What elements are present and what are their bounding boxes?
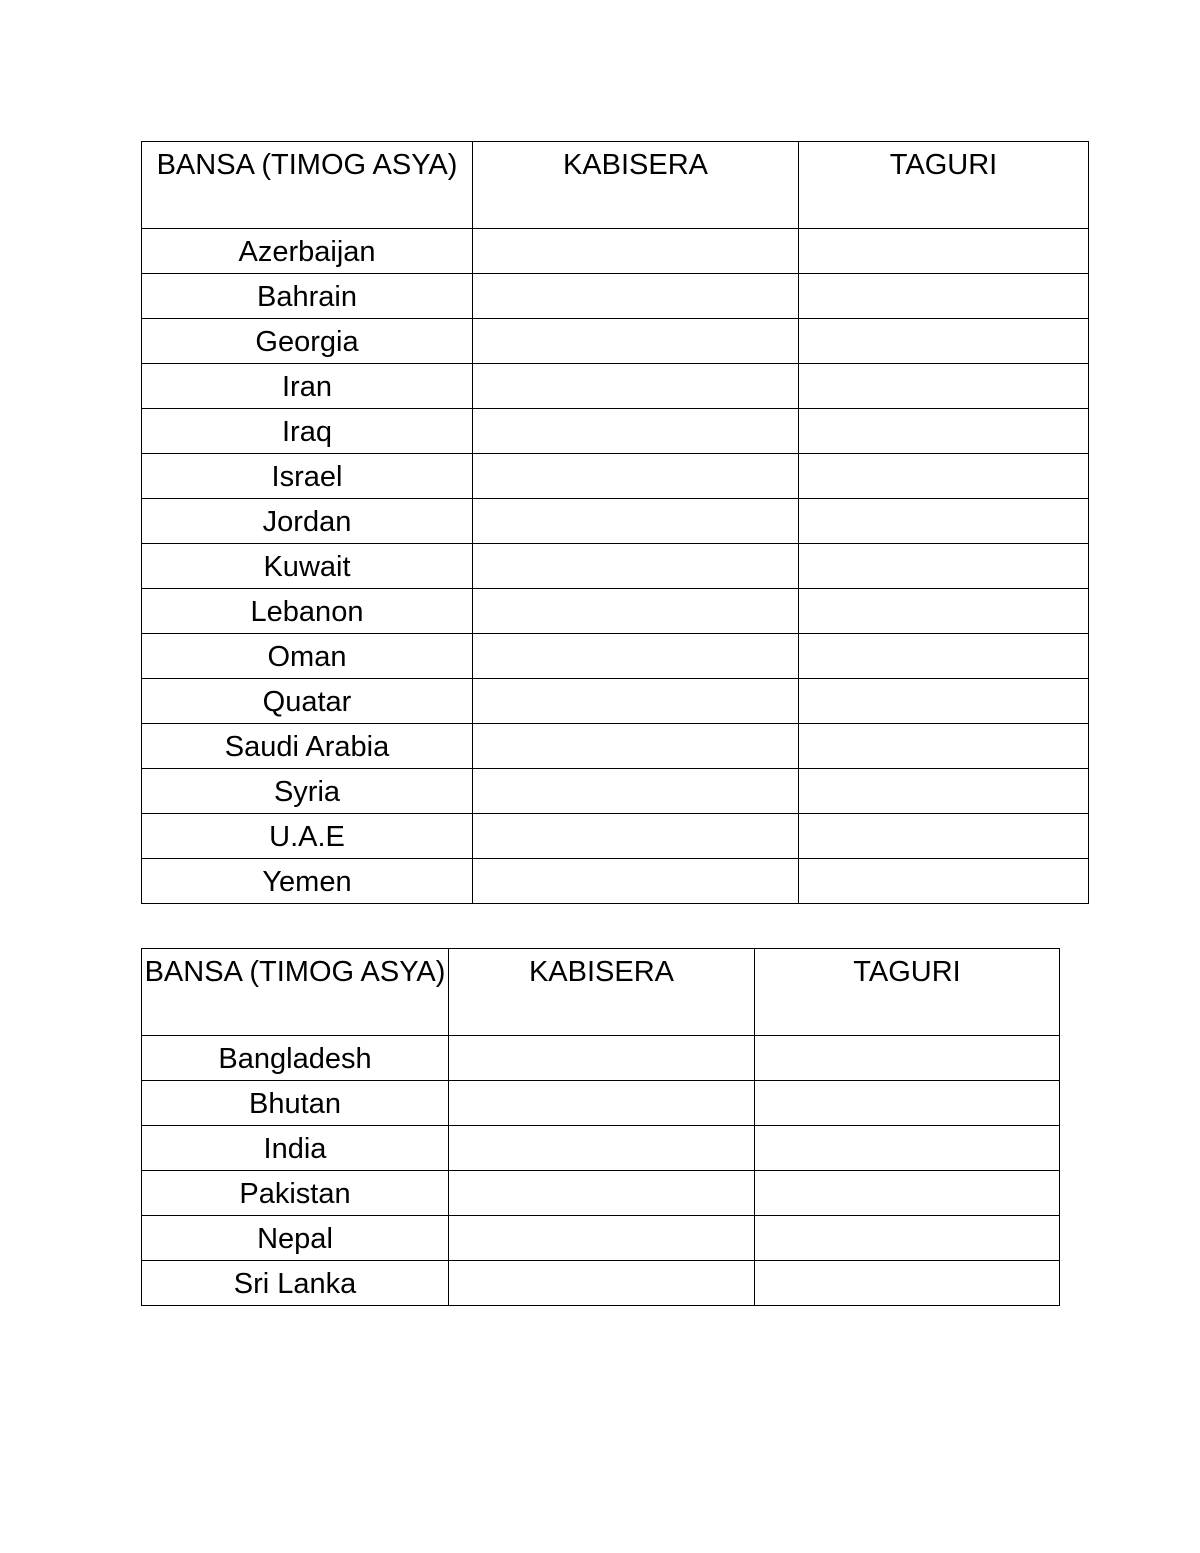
table-row: [142, 1036, 1060, 1081]
country-name: Nepal: [257, 1223, 333, 1255]
country-name: Oman: [267, 641, 347, 673]
header-cell-nickname: [799, 142, 1089, 229]
country-cell: [142, 724, 473, 769]
capital-cell[interactable]: [473, 319, 799, 364]
table-header-row: [142, 142, 1089, 229]
nickname-value: [799, 859, 1088, 861]
country-name: Jordan: [262, 506, 352, 538]
nickname-value: [755, 1216, 1059, 1218]
header-cell-country: [142, 142, 473, 229]
country-cell: [142, 1261, 449, 1306]
header-cell-capital: [449, 949, 755, 1036]
country-cell: [142, 409, 473, 454]
country-cell: [142, 1036, 449, 1081]
country-cell: [142, 1171, 449, 1216]
nickname-value: [799, 679, 1088, 681]
country-cell: [142, 454, 473, 499]
country-name: Saudi Arabia: [224, 731, 390, 763]
country-name: Kuwait: [263, 551, 351, 583]
table-row: [142, 679, 1089, 724]
header-label: KABISERA: [528, 956, 675, 988]
country-name: U.A.E: [269, 821, 345, 853]
capital-value: [473, 229, 798, 231]
header-label: BANSA (TIMOG ASYA): [144, 956, 446, 988]
country-name: Bahrain: [257, 281, 357, 313]
country-cell: [142, 1216, 449, 1261]
capital-cell[interactable]: [449, 1081, 755, 1126]
capital-value: [449, 1126, 754, 1128]
table-row: [142, 1171, 1060, 1216]
header-cell-country: [142, 949, 449, 1036]
nickname-value: [799, 544, 1088, 546]
nickname-value: [799, 274, 1088, 276]
country-name: Quatar: [262, 686, 352, 718]
table-row: [142, 589, 1089, 634]
nickname-value: [799, 814, 1088, 816]
capital-value: [473, 724, 798, 726]
country-cell: [142, 769, 473, 814]
country-cell: [142, 1081, 449, 1126]
header-label: BANSA (TIMOG ASYA): [156, 149, 458, 181]
nickname-value: [799, 229, 1088, 231]
nickname-cell[interactable]: [755, 1261, 1060, 1306]
capital-value: [473, 769, 798, 771]
nickname-cell[interactable]: [755, 1171, 1060, 1216]
nickname-value: [799, 454, 1088, 456]
country-name: Sri Lanka: [233, 1268, 357, 1300]
nickname-cell[interactable]: [799, 679, 1089, 724]
nickname-value: [799, 769, 1088, 771]
table-row: [142, 229, 1089, 274]
table-header-row: [142, 949, 1060, 1036]
table-row: [142, 634, 1089, 679]
table-row: [142, 769, 1089, 814]
capital-cell[interactable]: [449, 1126, 755, 1171]
table-row: [142, 1081, 1060, 1126]
nickname-value: [799, 364, 1088, 366]
nickname-cell[interactable]: [799, 544, 1089, 589]
country-cell: [142, 544, 473, 589]
capital-cell[interactable]: [449, 1216, 755, 1261]
countries-table-south-asia: [141, 948, 1060, 1306]
table-row: [142, 814, 1089, 859]
nickname-cell[interactable]: [755, 1036, 1060, 1081]
nickname-cell[interactable]: [755, 1216, 1060, 1261]
capital-value: [473, 499, 798, 501]
capital-value: [473, 814, 798, 816]
nickname-value: [799, 499, 1088, 501]
table-body: [142, 142, 1089, 904]
nickname-value: [799, 409, 1088, 411]
nickname-cell[interactable]: [799, 769, 1089, 814]
capital-value: [473, 319, 798, 321]
country-name: Iraq: [282, 416, 332, 448]
header-label: TAGURI: [889, 149, 998, 181]
table-row: [142, 859, 1089, 904]
table-row: [142, 1126, 1060, 1171]
capital-value: [473, 364, 798, 366]
country-cell: [142, 274, 473, 319]
header-cell-nickname: [755, 949, 1060, 1036]
nickname-cell[interactable]: [799, 364, 1089, 409]
capital-cell[interactable]: [449, 1171, 755, 1216]
country-name: India: [263, 1133, 327, 1165]
capital-value: [473, 409, 798, 411]
table-row: [142, 1261, 1060, 1306]
capital-value: [449, 1261, 754, 1263]
country-cell: [142, 679, 473, 724]
capital-cell[interactable]: [473, 364, 799, 409]
country-cell: [142, 319, 473, 364]
nickname-value: [755, 1081, 1059, 1083]
country-name: Bangladesh: [218, 1043, 372, 1075]
country-cell: [142, 634, 473, 679]
nickname-cell[interactable]: [799, 499, 1089, 544]
country-cell: [142, 229, 473, 274]
country-cell: [142, 814, 473, 859]
capital-cell[interactable]: [473, 229, 799, 274]
capital-cell[interactable]: [473, 814, 799, 859]
capital-value: [449, 1216, 754, 1218]
capital-value: [473, 544, 798, 546]
capital-cell[interactable]: [473, 634, 799, 679]
nickname-value: [755, 1171, 1059, 1173]
nickname-cell[interactable]: [799, 859, 1089, 904]
capital-cell[interactable]: [473, 859, 799, 904]
nickname-cell[interactable]: [799, 724, 1089, 769]
table-row: [142, 454, 1089, 499]
capital-value: [473, 589, 798, 591]
capital-value: [473, 454, 798, 456]
nickname-cell[interactable]: [799, 274, 1089, 319]
nickname-value: [755, 1261, 1059, 1263]
nickname-cell[interactable]: [799, 409, 1089, 454]
capital-value: [449, 1171, 754, 1173]
country-cell: [142, 364, 473, 409]
capital-cell[interactable]: [449, 1261, 755, 1306]
country-name: Azerbaijan: [238, 236, 376, 268]
table-row: [142, 724, 1089, 769]
nickname-value: [799, 319, 1088, 321]
country-name: Iran: [282, 371, 332, 403]
capital-cell[interactable]: [473, 589, 799, 634]
country-name: Yemen: [262, 866, 352, 898]
country-name: Pakistan: [239, 1178, 351, 1210]
nickname-value: [799, 634, 1088, 636]
header-label: KABISERA: [562, 149, 709, 181]
nickname-cell[interactable]: [799, 634, 1089, 679]
nickname-cell[interactable]: [799, 814, 1089, 859]
capital-cell[interactable]: [473, 274, 799, 319]
capital-value: [473, 859, 798, 861]
header-cell-capital: [473, 142, 799, 229]
capital-cell[interactable]: [473, 544, 799, 589]
country-cell: [142, 1126, 449, 1171]
table-body: [142, 949, 1060, 1306]
nickname-cell[interactable]: [799, 229, 1089, 274]
country-name: Syria: [273, 776, 341, 808]
country-name: Israel: [271, 461, 343, 493]
nickname-value: [799, 724, 1088, 726]
capital-cell[interactable]: [449, 1036, 755, 1081]
country-cell: [142, 499, 473, 544]
capital-value: [449, 1036, 754, 1038]
capital-cell[interactable]: [473, 679, 799, 724]
nickname-cell[interactable]: [799, 454, 1089, 499]
countries-table-west-asia: [141, 141, 1089, 904]
country-name: Bhutan: [249, 1088, 341, 1120]
capital-cell[interactable]: [473, 724, 799, 769]
nickname-value: [755, 1036, 1059, 1038]
capital-value: [473, 274, 798, 276]
capital-cell[interactable]: [473, 454, 799, 499]
country-cell: [142, 589, 473, 634]
nickname-cell[interactable]: [755, 1126, 1060, 1171]
table-row: [142, 1216, 1060, 1261]
country-cell: [142, 859, 473, 904]
country-name: Georgia: [255, 326, 359, 358]
header-label: TAGURI: [853, 956, 961, 988]
table-row: [142, 274, 1089, 319]
nickname-cell[interactable]: [755, 1081, 1060, 1126]
table-row: [142, 499, 1089, 544]
capital-value: [449, 1081, 754, 1083]
nickname-cell[interactable]: [799, 319, 1089, 364]
capital-value: [473, 634, 798, 636]
nickname-value: [755, 1126, 1059, 1128]
table-row: [142, 319, 1089, 364]
nickname-cell[interactable]: [799, 589, 1089, 634]
capital-cell[interactable]: [473, 769, 799, 814]
table-row: [142, 364, 1089, 409]
capital-value: [473, 679, 798, 681]
country-name: Lebanon: [250, 596, 364, 628]
capital-cell[interactable]: [473, 499, 799, 544]
nickname-value: [799, 589, 1088, 591]
capital-cell[interactable]: [473, 409, 799, 454]
table-row: [142, 544, 1089, 589]
table-row: [142, 409, 1089, 454]
